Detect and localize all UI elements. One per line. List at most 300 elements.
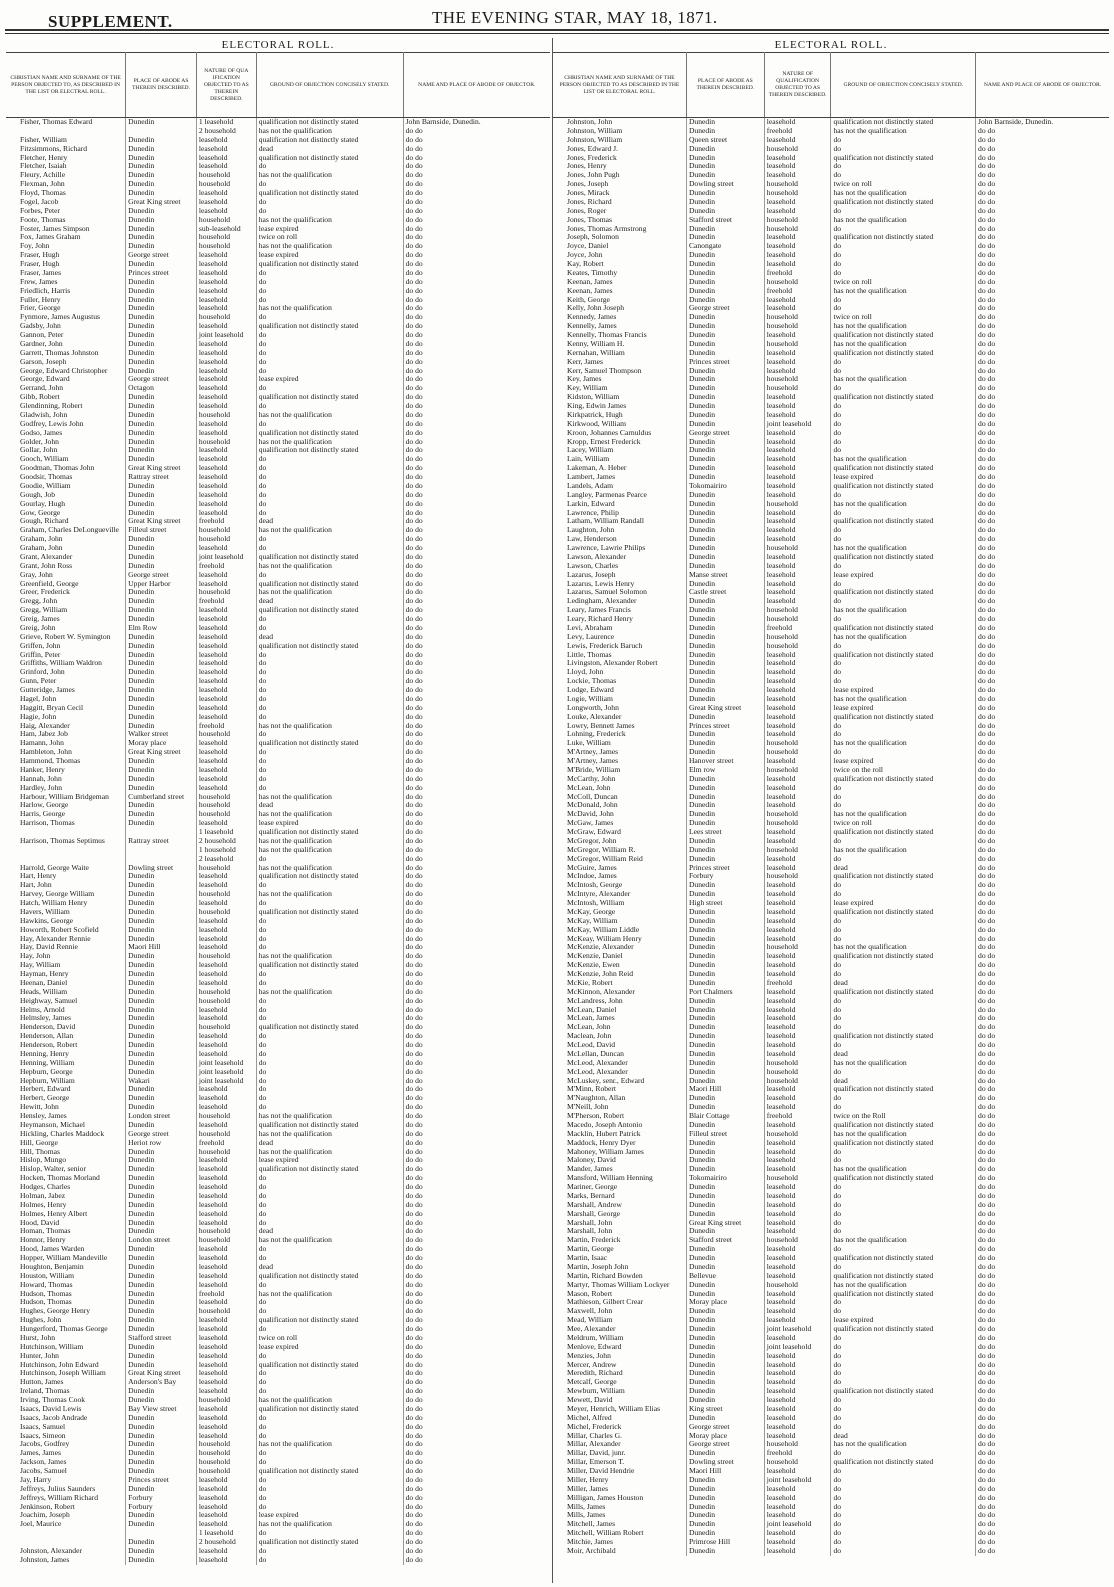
qualification-nature: leasehold bbox=[196, 375, 256, 384]
table-row bbox=[553, 1103, 1109, 1112]
voter-name: Johnston, James bbox=[6, 1556, 126, 1565]
place-of-abode: Dunedin bbox=[126, 145, 197, 154]
objector: do do bbox=[405, 1103, 423, 1112]
place-of-abode: Dunedin bbox=[686, 375, 764, 384]
place-of-abode: Castle street bbox=[686, 588, 764, 597]
objection-ground: do bbox=[831, 446, 976, 455]
objection-ground: has not the qualification bbox=[256, 438, 403, 447]
voter-name: McLellan, Duncan bbox=[553, 1050, 686, 1059]
qualification-nature: leasehold bbox=[764, 535, 831, 544]
place-of-abode: Dunedin bbox=[686, 1529, 764, 1538]
objection-ground: do bbox=[256, 668, 403, 677]
objection-ground: do bbox=[831, 580, 976, 589]
objector: do do bbox=[405, 197, 423, 206]
objector: do do bbox=[978, 1502, 996, 1511]
table-row bbox=[553, 1219, 1109, 1228]
voter-name: Hardley, John bbox=[6, 784, 126, 793]
place-of-abode: Dunedin bbox=[686, 562, 764, 571]
table-row bbox=[553, 535, 1109, 544]
objector: do do bbox=[978, 721, 996, 730]
voter-name: Grant, Alexander bbox=[6, 553, 126, 562]
objector: do do bbox=[405, 1431, 423, 1440]
table-row bbox=[553, 899, 1109, 908]
objector: do do bbox=[978, 1431, 996, 1440]
voter-name: Henning, William bbox=[6, 1059, 126, 1068]
place-of-abode: Dunedin bbox=[126, 899, 197, 908]
place-of-abode: Dunedin bbox=[686, 145, 764, 154]
objection-ground: do bbox=[831, 1538, 976, 1547]
qualification-nature: freehold bbox=[196, 1139, 256, 1148]
objection-ground: do bbox=[256, 1352, 403, 1361]
table-row bbox=[6, 580, 550, 589]
objection-ground: do bbox=[256, 180, 403, 189]
qualification-nature: leasehold bbox=[764, 1219, 831, 1228]
voter-name: Larkin, Edward bbox=[553, 500, 686, 509]
voter-name: Graham, John bbox=[6, 535, 126, 544]
place-of-abode: Dunedin bbox=[126, 1538, 197, 1547]
place-of-abode: Dunedin bbox=[686, 1361, 764, 1370]
voter-name: Gough, Richard bbox=[6, 517, 126, 526]
place-of-abode: Dunedin bbox=[686, 509, 764, 518]
voter-name: Hocken, Thomas Morland bbox=[6, 1174, 126, 1183]
place-of-abode: Dunedin bbox=[126, 233, 197, 242]
place-of-abode: Maori Hill bbox=[686, 1085, 764, 1094]
voter-name: McKay, William Liddle bbox=[553, 926, 686, 935]
objector: do do bbox=[978, 410, 996, 419]
place-of-abode: Dunedin bbox=[126, 713, 197, 722]
objection-ground: do bbox=[831, 855, 976, 864]
qualification-nature: leasehold bbox=[764, 1378, 831, 1387]
objector: do do bbox=[405, 757, 423, 765]
table-row bbox=[6, 730, 550, 739]
objector: do do bbox=[978, 641, 996, 650]
table-row bbox=[553, 189, 1109, 198]
qualification-nature: joint leasehold bbox=[196, 331, 256, 340]
qualification-nature: leasehold bbox=[196, 482, 256, 491]
objector: do do bbox=[405, 774, 423, 783]
objector: do do bbox=[405, 597, 423, 606]
qualification-nature: leasehold bbox=[764, 588, 831, 597]
objection-ground: do bbox=[831, 890, 976, 899]
voter-name: Millar, David, junr. bbox=[553, 1449, 686, 1458]
qualification-nature: leasehold bbox=[764, 864, 831, 873]
place-of-abode: Dunedin bbox=[686, 1059, 764, 1068]
voter-name: Lewis, Frederick Baruch bbox=[553, 642, 686, 651]
voter-name: McKenzie, Daniel bbox=[553, 952, 686, 961]
place-of-abode: Dunedin bbox=[686, 1183, 764, 1192]
qualification-nature: household bbox=[764, 216, 831, 225]
qualification-nature: leasehold bbox=[764, 251, 831, 260]
place-of-abode: Dunedin bbox=[686, 651, 764, 660]
voter-name: Fisher, William bbox=[6, 136, 126, 145]
voter-name: Hood, James Warden bbox=[6, 1245, 126, 1254]
qualification-nature: leasehold bbox=[196, 1183, 256, 1192]
table-row bbox=[6, 1520, 550, 1529]
objector: do do bbox=[978, 1014, 996, 1023]
table-row bbox=[6, 686, 550, 695]
qualification-nature: household bbox=[764, 1458, 831, 1467]
objection-ground: do bbox=[831, 1352, 976, 1361]
objection-ground: has not the qualification bbox=[256, 242, 403, 251]
objection-ground: do bbox=[256, 1298, 403, 1307]
voter-name: George, Edward Christopher bbox=[6, 367, 126, 376]
objection-ground: qualification not distinctly stated bbox=[256, 580, 403, 589]
voter-name: Hay, John bbox=[6, 952, 126, 961]
voter-name: Irving, Thomas Cook bbox=[6, 1396, 126, 1405]
objector: do do bbox=[978, 224, 996, 233]
left-column bbox=[6, 38, 550, 1583]
voter-name: Hopper, William Mandeville bbox=[6, 1254, 126, 1263]
objection-ground: dead bbox=[256, 633, 403, 642]
place-of-abode: Dunedin bbox=[686, 1494, 764, 1503]
table-row bbox=[553, 1201, 1109, 1210]
objector: do do bbox=[978, 1467, 996, 1475]
objector: do do bbox=[978, 890, 996, 899]
objection-ground: has not the qualification bbox=[831, 606, 976, 615]
objection-ground: qualification not distinctly stated bbox=[256, 393, 403, 402]
objection-ground: has not the qualification bbox=[831, 544, 976, 553]
voter-name: Jones, Mirack bbox=[553, 189, 686, 198]
objector: do do bbox=[405, 1032, 423, 1041]
objection-ground: dead bbox=[256, 1139, 403, 1148]
table-row bbox=[6, 1192, 550, 1201]
place-of-abode: Dunedin bbox=[686, 1325, 764, 1334]
voter-name: Griffin, Peter bbox=[6, 651, 126, 660]
objector: do do bbox=[405, 455, 423, 464]
objector: do do bbox=[978, 481, 996, 490]
objector: do do bbox=[978, 881, 996, 890]
place-of-abode: Dunedin bbox=[686, 1014, 764, 1023]
objection-ground: do bbox=[256, 1077, 403, 1086]
table-row bbox=[6, 668, 550, 677]
voter-name: Miller, Henry bbox=[553, 1476, 686, 1485]
table-row bbox=[6, 225, 550, 234]
objector: do do bbox=[405, 437, 423, 446]
voter-name: Lowry, Bennett James bbox=[553, 722, 686, 731]
place-of-abode: Dunedin bbox=[126, 1307, 197, 1316]
objection-ground: qualification not distinctly stated bbox=[831, 464, 976, 473]
qualification-nature: leasehold bbox=[764, 1334, 831, 1343]
header-ground: GROUND OF OBJECTION CONCISELY STATED. bbox=[831, 53, 976, 118]
table-row bbox=[553, 890, 1109, 899]
objection-ground: do bbox=[831, 438, 976, 447]
objector: do do bbox=[405, 1209, 423, 1218]
qualification-nature: 1 leasehold bbox=[196, 828, 256, 837]
objector: do do bbox=[405, 410, 423, 419]
qualification-nature: leasehold bbox=[764, 1165, 831, 1174]
objection-ground: qualification not distinctly stated bbox=[256, 1316, 403, 1325]
qualification-nature: leasehold bbox=[764, 473, 831, 482]
objection-ground: lease expired bbox=[256, 225, 403, 234]
voter-name: McKinnon, Alexander bbox=[553, 988, 686, 997]
place-of-abode: Dunedin bbox=[126, 402, 197, 411]
table-row bbox=[553, 1014, 1109, 1023]
voter-name: Keenan, James bbox=[553, 287, 686, 296]
table-row bbox=[6, 1556, 550, 1565]
place-of-abode: Dunedin bbox=[126, 784, 197, 793]
objection-ground: has not the qualification bbox=[831, 943, 976, 952]
table-row bbox=[553, 1520, 1109, 1529]
objector: do do bbox=[978, 1262, 996, 1271]
table-row bbox=[553, 571, 1109, 580]
table-row bbox=[553, 331, 1109, 340]
objector: do do bbox=[978, 1298, 996, 1307]
objector: do do bbox=[978, 801, 996, 810]
qualification-nature: household bbox=[764, 1130, 831, 1139]
objection-ground: do bbox=[831, 1449, 976, 1458]
voter-name: Leary, James Francis bbox=[553, 606, 686, 615]
voter-name: Livingston, Alexander Robert bbox=[553, 659, 686, 668]
table-row bbox=[6, 793, 550, 802]
table-row bbox=[553, 1298, 1109, 1307]
objection-ground: has not the qualification bbox=[831, 216, 976, 225]
voter-name: Isaacs, Simeon bbox=[6, 1432, 126, 1441]
table-row bbox=[553, 118, 1109, 127]
place-of-abode: Great King street bbox=[126, 517, 197, 526]
place-of-abode: Dunedin bbox=[126, 908, 197, 917]
objector: do do bbox=[405, 934, 423, 943]
voter-name: Gooch, William bbox=[6, 455, 126, 464]
table-row bbox=[553, 1245, 1109, 1254]
voter-name: Mead, William bbox=[553, 1316, 686, 1325]
objection-ground: qualification not distinctly stated bbox=[831, 775, 976, 784]
qualification-nature: leasehold bbox=[196, 668, 256, 677]
table-row bbox=[6, 1227, 550, 1236]
objection-ground: do bbox=[256, 1174, 403, 1183]
objector: do do bbox=[978, 1440, 996, 1449]
table-row bbox=[553, 1538, 1109, 1547]
voter-name: McGregor, William R. bbox=[553, 846, 686, 855]
voter-name: Hunter, John bbox=[6, 1352, 126, 1361]
objector: do do bbox=[405, 854, 423, 863]
place-of-abode: Dunedin bbox=[686, 491, 764, 500]
objector: do do bbox=[978, 916, 996, 925]
objection-ground: do bbox=[831, 1183, 976, 1192]
place-of-abode: Dunedin bbox=[686, 1414, 764, 1423]
objector: do do bbox=[978, 331, 996, 339]
place-of-abode: Dunedin bbox=[126, 926, 197, 935]
objection-ground: do bbox=[831, 535, 976, 544]
voter-name: Mathieson, Gilbert Crear bbox=[553, 1298, 686, 1307]
place-of-abode: Dunedin bbox=[126, 136, 197, 145]
objection-ground: do bbox=[256, 651, 403, 660]
place-of-abode: Dunedin bbox=[126, 1156, 197, 1165]
table-body bbox=[6, 118, 550, 1565]
objection-ground: do bbox=[831, 1423, 976, 1432]
qualification-nature: household bbox=[764, 846, 831, 855]
place-of-abode: Dunedin bbox=[126, 553, 197, 562]
voter-name: Hutchinson, Joseph William bbox=[6, 1369, 126, 1378]
objector: do do bbox=[405, 1129, 423, 1138]
voter-name: Hamann, John bbox=[6, 739, 126, 748]
table-row bbox=[6, 739, 550, 748]
qualification-nature: leasehold bbox=[764, 1369, 831, 1378]
qualification-nature: leasehold bbox=[764, 509, 831, 518]
place-of-abode: Dunedin bbox=[686, 1396, 764, 1405]
objector: do do bbox=[405, 916, 423, 925]
qualification-nature: leasehold bbox=[764, 686, 831, 695]
voter-name: McLean, John bbox=[553, 784, 686, 793]
qualification-nature: leasehold bbox=[196, 899, 256, 908]
qualification-nature: leasehold bbox=[196, 926, 256, 935]
objection-ground: qualification not distinctly stated bbox=[256, 739, 403, 748]
place-of-abode bbox=[126, 846, 197, 855]
table-row bbox=[6, 1139, 550, 1148]
qualification-nature: leasehold bbox=[196, 713, 256, 722]
voter-name: Metcalf, George bbox=[553, 1378, 686, 1387]
place-of-abode: Dunedin bbox=[126, 1254, 197, 1263]
objector: do do bbox=[978, 1156, 996, 1165]
voter-name: Goodman, Thomas John bbox=[6, 464, 126, 473]
table-row bbox=[6, 704, 550, 713]
place-of-abode: Dunedin bbox=[126, 544, 197, 553]
voter-name: Marshall, George bbox=[553, 1210, 686, 1219]
place-of-abode: Blair Cottage bbox=[686, 1112, 764, 1121]
objection-ground: do bbox=[831, 748, 976, 757]
qualification-nature: leasehold bbox=[764, 1494, 831, 1503]
objection-ground: qualification not distinctly stated bbox=[256, 446, 403, 455]
objection-ground: do bbox=[256, 384, 403, 393]
qualification-nature: leasehold bbox=[196, 757, 256, 766]
qualification-nature: leasehold bbox=[764, 651, 831, 660]
place-of-abode: Dunedin bbox=[686, 464, 764, 473]
place-of-abode: London street bbox=[126, 1112, 197, 1121]
objector: do do bbox=[405, 277, 423, 286]
place-of-abode: Dunedin bbox=[686, 642, 764, 651]
voter-name: Leary, Richard Henry bbox=[553, 615, 686, 624]
qualification-nature: leasehold bbox=[196, 1094, 256, 1103]
objection-ground: do bbox=[831, 1494, 976, 1503]
table-row bbox=[6, 1094, 550, 1103]
place-of-abode: Dunedin bbox=[686, 659, 764, 668]
objector: do do bbox=[978, 686, 996, 694]
objection-ground: has not the qualification bbox=[256, 1440, 403, 1449]
voter-name: Isaacs, Samuel bbox=[6, 1423, 126, 1432]
place-of-abode: Dunedin bbox=[126, 1414, 197, 1423]
place-of-abode: Dunedin bbox=[686, 713, 764, 722]
table-row bbox=[553, 136, 1109, 145]
voter-name: Flexman, John bbox=[6, 180, 126, 189]
table-row bbox=[553, 384, 1109, 393]
objection-ground: do bbox=[256, 1529, 403, 1538]
table-row bbox=[6, 464, 550, 473]
voter-name: Kirkpatrick, Hugh bbox=[553, 411, 686, 420]
table-row bbox=[553, 367, 1109, 376]
place-of-abode: Elm row bbox=[686, 766, 764, 775]
objection-ground: do bbox=[831, 926, 976, 935]
table-row bbox=[6, 233, 550, 242]
table-row bbox=[6, 1290, 550, 1299]
objector: do do bbox=[978, 1200, 996, 1209]
table-row bbox=[6, 358, 550, 367]
place-of-abode: Dunedin bbox=[126, 1014, 197, 1023]
qualification-nature: leasehold bbox=[764, 1263, 831, 1272]
qualification-nature: leasehold bbox=[196, 1156, 256, 1165]
place-of-abode: Dunedin bbox=[686, 695, 764, 704]
table-row bbox=[6, 180, 550, 189]
objector: do do bbox=[405, 1014, 423, 1023]
qualification-nature: household bbox=[764, 748, 831, 757]
table-row bbox=[6, 935, 550, 944]
table-row bbox=[6, 313, 550, 322]
objector: do do bbox=[978, 1209, 996, 1218]
table-row bbox=[6, 979, 550, 988]
place-of-abode: Dunedin bbox=[686, 952, 764, 961]
objector: do do bbox=[405, 1493, 423, 1502]
voter-name: Laughton, John bbox=[553, 526, 686, 535]
objection-ground: do bbox=[831, 1414, 976, 1423]
place-of-abode: Upper Harbor bbox=[126, 580, 197, 589]
voter-name: Grinford, John bbox=[6, 668, 126, 677]
table-row bbox=[6, 1068, 550, 1077]
qualification-nature: leasehold bbox=[764, 1183, 831, 1192]
objector: do do bbox=[978, 588, 996, 597]
table-row bbox=[553, 775, 1109, 784]
place-of-abode: Dunedin bbox=[686, 1485, 764, 1494]
qualification-nature: leasehold bbox=[196, 1414, 256, 1423]
place-of-abode: Dunedin bbox=[126, 1192, 197, 1201]
objector: do do bbox=[978, 659, 996, 668]
place-of-abode: Great King street bbox=[126, 464, 197, 473]
voter-name: Haig, Alexander bbox=[6, 722, 126, 731]
place-of-abode: Dunedin bbox=[686, 633, 764, 642]
objector: do do bbox=[978, 286, 996, 295]
table-row bbox=[553, 1156, 1109, 1165]
voter-name: Garrett, Thomas Johnston bbox=[6, 349, 126, 358]
objection-ground: dead bbox=[256, 145, 403, 154]
objection-ground: do bbox=[831, 961, 976, 970]
objector: do do bbox=[405, 1369, 423, 1378]
objection-ground: lease expired bbox=[256, 375, 403, 384]
table-row bbox=[6, 1432, 550, 1441]
place-of-abode: Dunedin bbox=[686, 393, 764, 402]
objection-ground: do bbox=[256, 855, 403, 864]
objector: do do bbox=[978, 845, 996, 854]
objector: do do bbox=[405, 987, 423, 996]
table-row bbox=[6, 242, 550, 251]
table-row bbox=[6, 189, 550, 198]
table-row bbox=[553, 580, 1109, 589]
qualification-nature: leasehold bbox=[196, 509, 256, 518]
voter-name: McLuskey, senr., Edward bbox=[553, 1077, 686, 1086]
qualification-nature: leasehold bbox=[196, 739, 256, 748]
objector: do do bbox=[978, 996, 996, 1005]
qualification-nature: leasehold bbox=[764, 1423, 831, 1432]
objection-ground: dead bbox=[831, 1432, 976, 1441]
voter-name: Herbert, Edward bbox=[6, 1085, 126, 1094]
place-of-abode: Dunedin bbox=[126, 260, 197, 269]
objector: do do bbox=[978, 1058, 996, 1067]
qualification-nature: leasehold bbox=[764, 926, 831, 935]
qualification-nature: leasehold bbox=[196, 269, 256, 278]
place-of-abode: Dunedin bbox=[686, 1343, 764, 1352]
voter-name: M'Artney, James bbox=[553, 757, 686, 766]
qualification-nature: leasehold bbox=[764, 1529, 831, 1538]
qualification-nature: leasehold bbox=[764, 438, 831, 447]
objection-ground: do bbox=[256, 1449, 403, 1458]
qualification-nature: household bbox=[196, 1112, 256, 1121]
place-of-abode: Filleul street bbox=[686, 1130, 764, 1139]
objector: John Barnside, Dunedin. bbox=[978, 117, 1054, 126]
objection-ground: do bbox=[831, 668, 976, 677]
voter-name bbox=[6, 127, 126, 136]
place-of-abode: Walker street bbox=[126, 730, 197, 739]
voter-name: Joel, Maurice bbox=[6, 1520, 126, 1529]
objection-ground: do bbox=[831, 1245, 976, 1254]
table-row bbox=[553, 739, 1109, 748]
table-row bbox=[553, 526, 1109, 535]
voter-name: McKenzie, John Reid bbox=[553, 970, 686, 979]
